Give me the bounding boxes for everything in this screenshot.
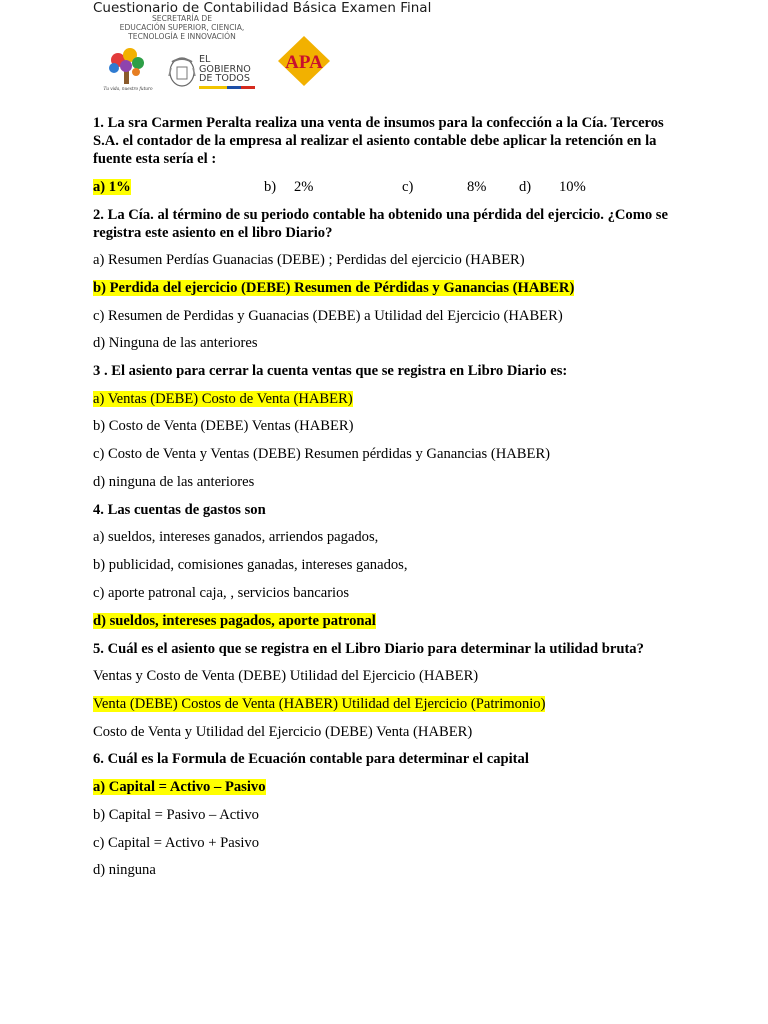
- question-3: 3 . El asiento para cerrar la cuenta ventas que se registra en Libro Diario es:: [93, 363, 568, 380]
- document-title: Cuestionario de Contabilidad Básica Examen Final: [93, 0, 432, 16]
- q3-option-a: a) Ventas (DEBE) Costo de Venta (HABER): [93, 390, 353, 407]
- q6-option-b: b) Capital = Pasivo – Activo: [93, 806, 259, 823]
- shield-logo-icon: [167, 56, 197, 88]
- q2-option-d: d) Ninguna de las anteriores: [93, 335, 258, 352]
- ministry-name: SECRETARÍA DE EDUCACIÓN SUPERIOR, CIENCIA, TECNOLOGÍA E INNOVACIÓN: [119, 14, 245, 41]
- q5-option-1: Ventas y Costo de Venta (DEBE) Utilidad del Ejercicio (HABER): [93, 668, 479, 685]
- question-5: 5. Cuál es el asiento que se registra en el Libro Diario para determinar la utilidad bruta?: [93, 640, 644, 657]
- header-logos: [0, 0, 768, 100]
- q1-option-c-value: 8%: [467, 178, 487, 195]
- q5-option-3: Costo de Venta y Utilidad del Ejercicio (DEBE) Venta (HABER): [93, 723, 473, 740]
- question-1-options: [93, 178, 673, 196]
- q1-option-d-letter: d): [519, 178, 532, 195]
- q6-option-c: c) Capital = Activo + Pasivo: [93, 834, 260, 851]
- questionnaire: [93, 114, 673, 889]
- q2-option-b: b) Perdida del ejercicio (DEBE) Resumen de Pérdidas y Ganancias (HABER): [93, 279, 575, 296]
- gobierno-logo: EL GOBIERNO DE TODOS: [199, 55, 255, 89]
- q4-option-d: d) sueldos, intereses pagados, aporte patronal: [93, 612, 376, 629]
- q3-option-d: d) ninguna de las anteriores: [93, 474, 255, 491]
- q2-option-a: a) Resumen Perdías Guanacias (DEBE) ; Perdidas del ejercicio (HABER): [93, 252, 525, 268]
- q1-option-a: a) 1%: [93, 178, 131, 195]
- q1-option-d-value: 10%: [559, 178, 586, 195]
- q4-option-a: a) sueldos, intereses ganados, arriendos pagados,: [93, 529, 379, 546]
- tree-logo-caption: Tu vida, nuestro futuro: [103, 86, 153, 91]
- q1-option-c-letter: c): [402, 178, 414, 195]
- q2-option-c: c) Resumen de Perdidas y Guanacias (DEBE) a Utilidad del Ejercicio (HABER): [93, 307, 563, 324]
- question-4: 4. Las cuentas de gastos son: [93, 501, 266, 518]
- tree-logo: [100, 46, 156, 92]
- apa-logo-text: APA: [285, 52, 323, 73]
- q6-option-d: d) ninguna: [93, 862, 156, 879]
- q6-option-a: a) Capital = Activo – Pasivo: [93, 778, 266, 795]
- apa-logo: [276, 35, 332, 87]
- question-2: 2. La Cía. al término de su periodo contable ha obtenido una pérdida del ejercicio. ¿Como se registra este asiento en el libro Diario?: [93, 206, 668, 241]
- q5-option-2: Venta (DEBE) Costos de Venta (HABER) Utilidad del Ejercicio (Patrimonio): [93, 695, 546, 712]
- q1-option-b-value: 2%: [294, 178, 314, 195]
- q1-option-b-letter: b): [264, 178, 277, 195]
- question-6: 6. Cuál es la Formula de Ecuación contable para determinar el capital: [93, 751, 529, 768]
- q4-option-c: c) aporte patronal caja, , servicios bancarios: [93, 584, 350, 601]
- question-1: 1. La sra Carmen Peralta realiza una venta de insumos para la confección a la Cía. Terceros S.A. el contador de la empresa al realizar el asiento contable debe aplicar la retención en la fuente esta sería el :: [93, 115, 664, 167]
- q4-option-b: b) publicidad, comisiones ganadas, intereses ganados,: [93, 557, 408, 574]
- q3-option-c: c) Costo de Venta y Ventas (DEBE) Resumen pérdidas y Ganancias (HABER): [93, 446, 551, 463]
- q3-option-b: b) Costo de Venta (DEBE) Ventas (HABER): [93, 418, 354, 435]
